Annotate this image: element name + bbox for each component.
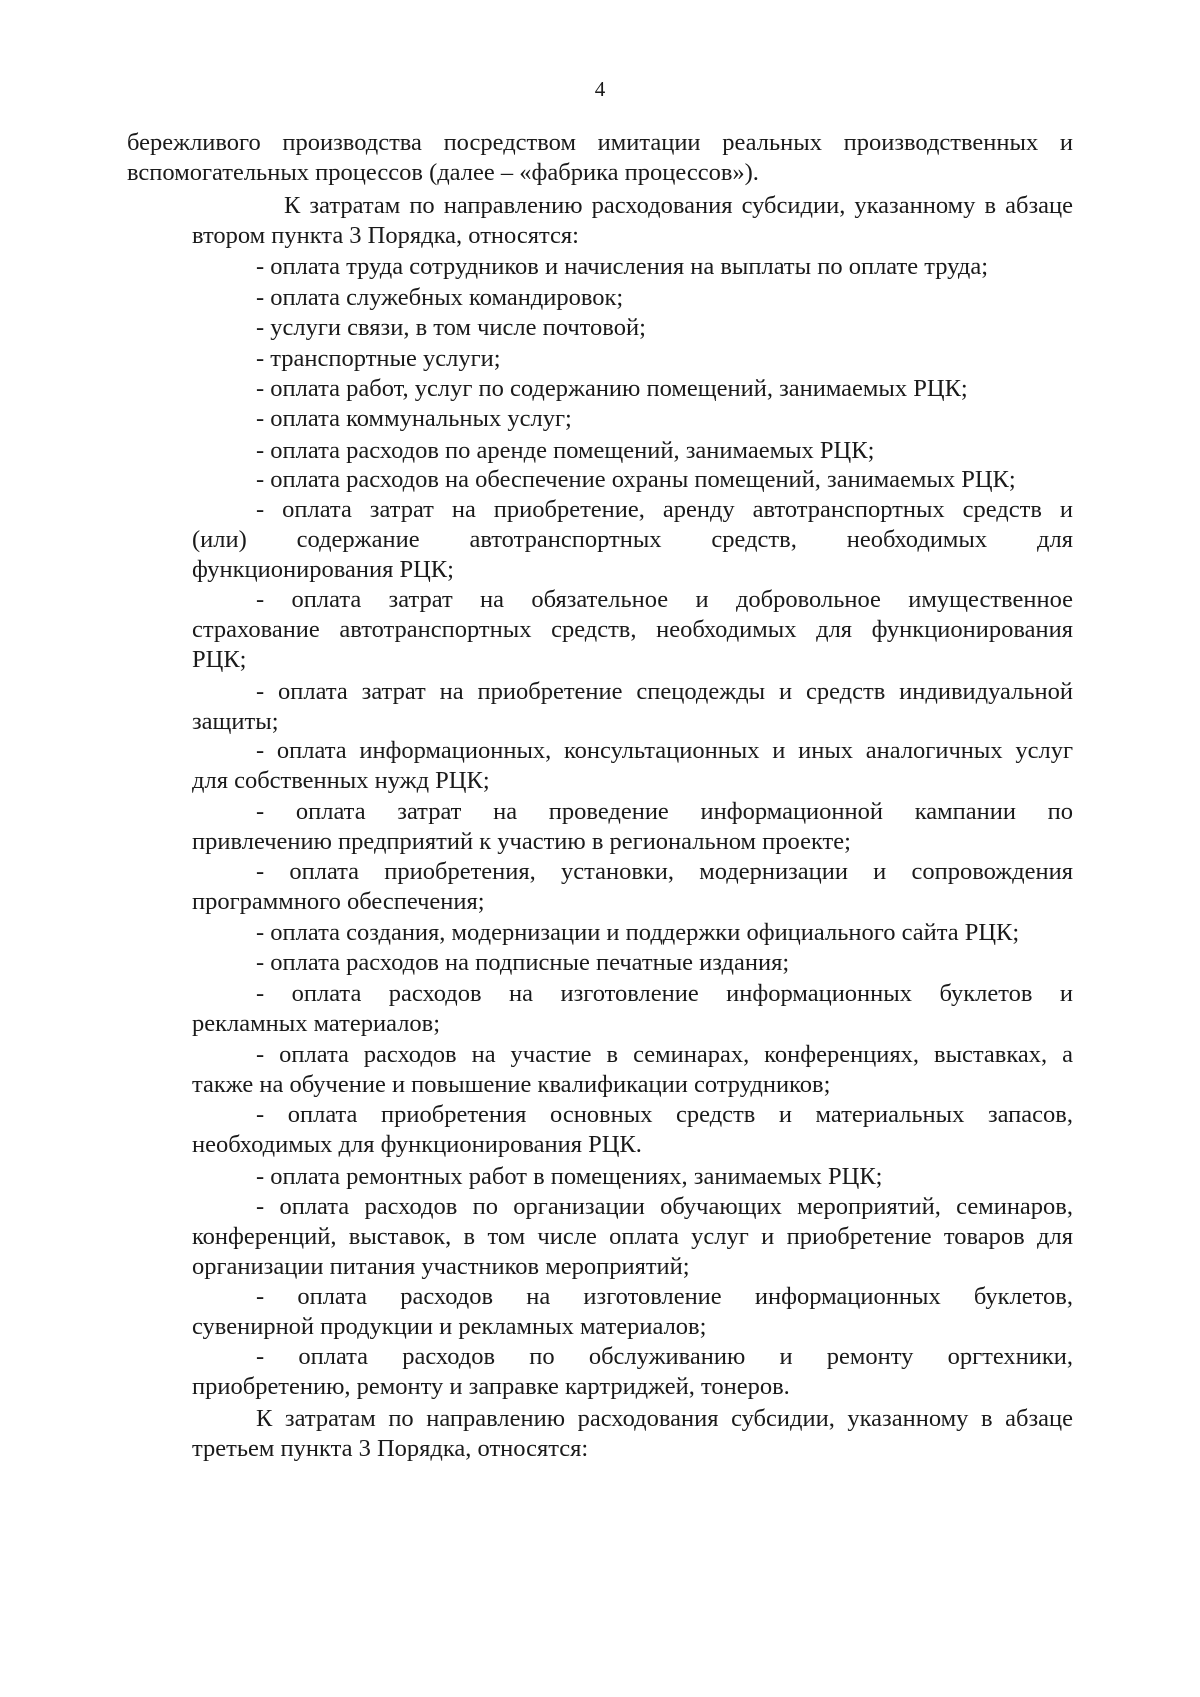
text-line: - транспортные услуги; (256, 345, 501, 372)
text-line: - оплата коммунальных услуг; (256, 405, 572, 432)
text-line: необходимых для функционирования РЦК. (192, 1131, 642, 1158)
text-line: также на обучение и повышение квалификации сотрудников; (192, 1071, 831, 1098)
text-line: (или) содержание автотранспортных средств, необходимых для (192, 526, 1073, 553)
text-line: - оплата расходов на изготовление информационных буклетов, (256, 1283, 1073, 1310)
text-line: - оплата приобретения, установки, модернизации и сопровождения (256, 858, 1073, 885)
text-line: втором пункта 3 Порядка, относятся: (192, 222, 579, 249)
text-line: рекламных материалов; (192, 1010, 441, 1037)
text-line: организации питания участников мероприятий; (192, 1253, 690, 1280)
text-line: - оплата информационных, консультационных и иных аналогичных услуг (256, 737, 1073, 764)
text-line: - оплата затрат на приобретение спецодежды и средств индивидуальной (256, 678, 1073, 705)
text-line: конференций, выставок, в том числе оплата услуг и приобретение товаров для (192, 1223, 1073, 1250)
text-line: К затратам по направлению расходования субсидии, указанному в абзаце (284, 192, 1073, 219)
text-line: - оплата затрат на проведение информационной кампании по (256, 798, 1073, 825)
text-line: функционирования РЦК; (192, 556, 454, 583)
text-line: программного обеспечения; (192, 888, 485, 915)
text-line: - оплата затрат на приобретение, аренду автотранспортных средств и (256, 496, 1073, 523)
page-number: 4 (594, 77, 606, 101)
text-line: - оплата работ, услуг по содержанию помещений, занимаемых РЦК; (256, 375, 968, 402)
text-line: - оплата служебных командировок; (256, 284, 624, 311)
text-line: - оплата труда сотрудников и начисления на выплаты по оплате труда; (256, 253, 989, 280)
text-line: РЦК; (192, 646, 247, 673)
text-line: - оплата расходов по организации обучающих мероприятий, семинаров, (256, 1193, 1073, 1220)
text-line: - оплата ремонтных работ в помещениях, занимаемых РЦК; (256, 1163, 883, 1190)
text-line: - оплата расходов на изготовление информационных буклетов и (256, 980, 1073, 1007)
text-line: - оплата расходов на участие в семинарах, конференциях, выставках, а (256, 1041, 1073, 1068)
text-line: - оплата затрат на обязательное и добровольное имущественное (256, 586, 1073, 613)
text-line: третьем пункта 3 Порядка, относятся: (192, 1435, 589, 1462)
text-line: привлечению предприятий к участию в региональном проекте; (192, 828, 851, 855)
text-line: - оплата расходов на обеспечение охраны помещений, занимаемых РЦК; (256, 466, 1016, 493)
text-line: бережливого производства посредством имитации реальных производственных и (127, 129, 1073, 156)
text-line: К затратам по направлению расходования субсидии, указанному в абзаце (256, 1405, 1073, 1432)
text-line: - услуги связи, в том числе почтовой; (256, 314, 646, 341)
text-line: сувенирной продукции и рекламных материалов; (192, 1313, 707, 1340)
text-line: вспомогательных процессов (далее – «фабрика процессов»). (127, 159, 759, 186)
text-line: страхование автотранспортных средств, необходимых для функционирования (192, 616, 1073, 643)
text-line: - оплата приобретения основных средств и материальных запасов, (256, 1101, 1073, 1128)
text-line: защиты; (192, 708, 279, 735)
text-line: - оплата расходов на подписные печатные издания; (256, 949, 790, 976)
text-line: для собственных нужд РЦК; (192, 767, 490, 794)
text-line: - оплата расходов по обслуживанию и ремонту оргтехники, (256, 1343, 1073, 1370)
text-line: - оплата создания, модернизации и поддержки официального сайта РЦК; (256, 919, 1020, 946)
text-line: приобретению, ремонту и заправке картриджей, тонеров. (192, 1373, 790, 1400)
text-line: - оплата расходов по аренде помещений, занимаемых РЦК; (256, 437, 875, 464)
